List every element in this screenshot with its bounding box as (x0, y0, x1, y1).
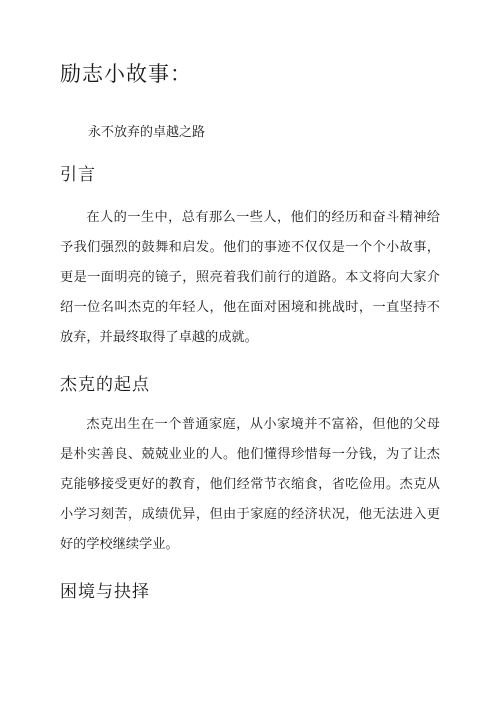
section-heading-intro: 引言 (60, 165, 96, 185)
document-subtitle: 永不放弃的卓越之路 (88, 125, 206, 140)
document-title: 励志小故事： (60, 62, 192, 86)
section-heading-jack-start: 杰克的起点 (60, 375, 150, 395)
section-heading-dilemma: 困境与抉择 (60, 582, 150, 602)
section-paragraph-jack-start: 杰克出生在一个普通家庭，从小家境并不富裕，但他的父母是朴实善良、兢兢业业的人。他们懂得珍惜每一分钱，为了让杰克能够接受更好的教育，他们经常节衣缩食，省吃俭用。杰克从小学习刻苦，成绩优异，但由于家庭的经济状况，他无法进入更好的学校继续学业。 (60, 417, 440, 552)
section-paragraph-intro: 在人的一生中，总有那么一些人，他们的经历和奋斗精神给予我们强烈的鼓舞和启发。他们的事迹不仅仅是一个个小故事，更是一面明亮的镜子，照亮着我们前行的道路。本文将向大家介绍一位名叫杰克的年轻人，他在面对困境和挑战时，一直坚持不放弃，并最终取得了卓越的成就。 (60, 210, 440, 345)
